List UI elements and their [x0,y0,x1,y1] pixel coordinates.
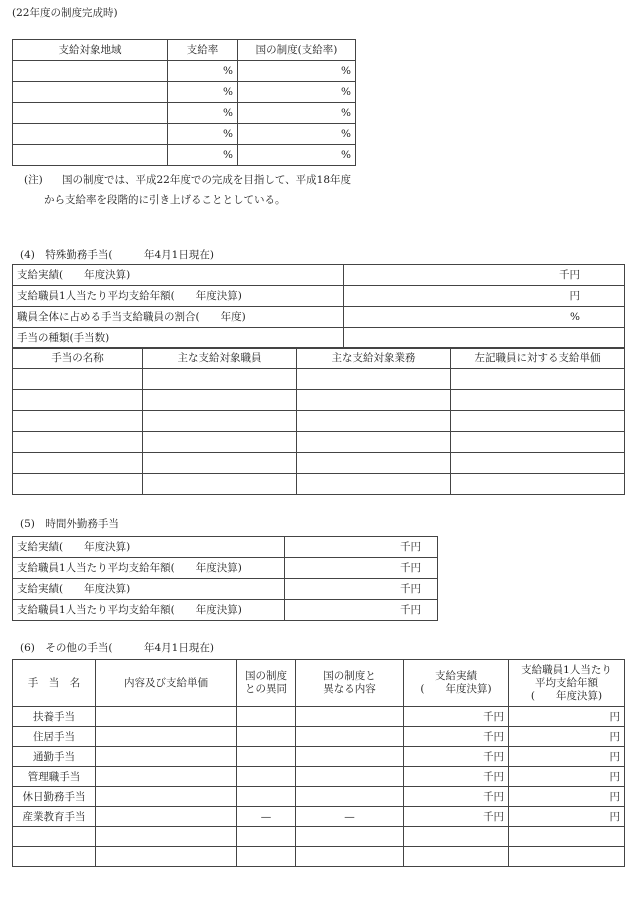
summary-label: 支給実績( 年度決算) [13,265,344,286]
overtime-label: 支給職員1人当たり平均支給年額( 年度決算) [13,600,285,621]
region-cell [13,124,168,145]
overtime-label: 支給実績( 年度決算) [13,537,285,558]
table-row [13,537,438,558]
col-header-content: 内容及び支給単価 [96,660,237,707]
allowance-name: 休日勤務手当 [13,787,96,807]
table-header-row [13,348,625,369]
col-header-region: 支給対象地域 [13,40,168,61]
region-cell [13,103,168,124]
table-row [13,727,625,747]
region-cell [13,82,168,103]
table-header-row [13,40,356,61]
rate-cell: % [168,145,238,166]
rate-cell: % [168,124,238,145]
col-header-unit-price: 左記職員に対する支給単価 [451,348,625,369]
overtime-label: 支給実績( 年度決算) [13,579,285,600]
rate-cell: % [168,103,238,124]
col-header-same-diff: 国の制度 との異同 [237,660,296,707]
table-row [13,103,356,124]
kinds-label: 手当の種類(手当数) [13,328,344,349]
table-row [13,474,625,495]
table-row [13,369,625,390]
diff-content-dash: — [296,807,404,827]
overtime-unit: 千円 [285,579,438,600]
summary-unit: 円 [344,286,625,307]
note-line-1: 国の制度では、平成22年度での完成を目指して、平成18年度 [62,174,352,186]
same-diff-dash: — [237,807,296,827]
average-unit: 円 [509,707,625,727]
overtime-unit: 千円 [285,600,438,621]
table-row [13,61,356,82]
table-row [13,432,625,453]
table-row [13,847,625,867]
table-row [13,767,625,787]
average-unit: 円 [509,807,625,827]
region-cell [13,61,168,82]
table-row [13,286,625,307]
actual-unit: 千円 [404,787,509,807]
table-row [13,265,625,286]
table-row [13,82,356,103]
table-row [13,390,625,411]
national-cell: % [238,145,356,166]
section-4-title: (4) 特殊勤務手当( 年4月1日現在) [20,249,214,261]
summary-unit: 千円 [344,265,625,286]
table-row [13,411,625,432]
summary-unit: % [344,307,625,328]
actual-unit: 千円 [404,767,509,787]
allowance-name: 住居手当 [13,727,96,747]
col-header-average: 支給職員1人当たり 平均支給年額 ( 年度決算) [509,660,625,707]
national-cell: % [238,82,356,103]
table-row [13,579,438,600]
special-duty-summary-table [12,264,625,349]
table-header-row [13,660,625,707]
average-unit: 円 [509,747,625,767]
summary-label: 職員全体に占める手当支給職員の割合( 年度) [13,307,344,328]
actual-unit: 千円 [404,747,509,767]
table-row [13,827,625,847]
col-header-name: 手 当 名 [13,660,96,707]
caption-22-year: (22年度の制度完成時) [12,7,118,19]
allowance-name: 通勤手当 [13,747,96,767]
section-6-title: (6) その他の手当( 年4月1日現在) [20,642,214,654]
region-cell [13,145,168,166]
overtime-table [12,536,438,621]
support-rate-table [12,39,356,166]
table-row [13,145,356,166]
table-row [13,807,625,827]
table-row [13,307,625,328]
col-header-target-staff: 主な支給対象職員 [143,348,297,369]
rate-cell: % [168,82,238,103]
table-row [13,787,625,807]
table-row [13,707,625,727]
table-row [13,328,625,349]
average-unit: 円 [509,727,625,747]
col-header-target-work: 主な支給対象業務 [297,348,451,369]
overtime-label: 支給職員1人当たり平均支給年額( 年度決算) [13,558,285,579]
col-header-diff-content: 国の制度と 異なる内容 [296,660,404,707]
national-cell: % [238,103,356,124]
average-unit: 円 [509,787,625,807]
national-cell: % [238,61,356,82]
section-5-title: (5) 時間外勤務手当 [20,518,119,530]
special-duty-detail-table [12,347,625,495]
allowance-name: 産業教育手当 [13,807,96,827]
table-row [13,558,438,579]
overtime-unit: 千円 [285,537,438,558]
actual-unit: 千円 [404,707,509,727]
table-row [13,747,625,767]
note-line-2: から支給率を段階的に引き上げることとしている。 [44,194,286,206]
col-header-national: 国の制度(支給率) [238,40,356,61]
table-row [13,124,356,145]
summary-label: 支給職員1人当たり平均支給年額( 年度決算) [13,286,344,307]
allowance-name: 扶養手当 [13,707,96,727]
rate-cell: % [168,61,238,82]
col-header-actual: 支給実績 ( 年度決算) [404,660,509,707]
actual-unit: 千円 [404,807,509,827]
overtime-unit: 千円 [285,558,438,579]
allowance-name: 管理職手当 [13,767,96,787]
table-row [13,453,625,474]
col-header-allowance-name: 手当の名称 [13,348,143,369]
note-label: (注) [24,174,43,186]
average-unit: 円 [509,767,625,787]
col-header-rate: 支給率 [168,40,238,61]
national-cell: % [238,124,356,145]
table-row [13,600,438,621]
actual-unit: 千円 [404,727,509,747]
kinds-value [344,328,625,349]
other-allowances-table [12,659,625,867]
